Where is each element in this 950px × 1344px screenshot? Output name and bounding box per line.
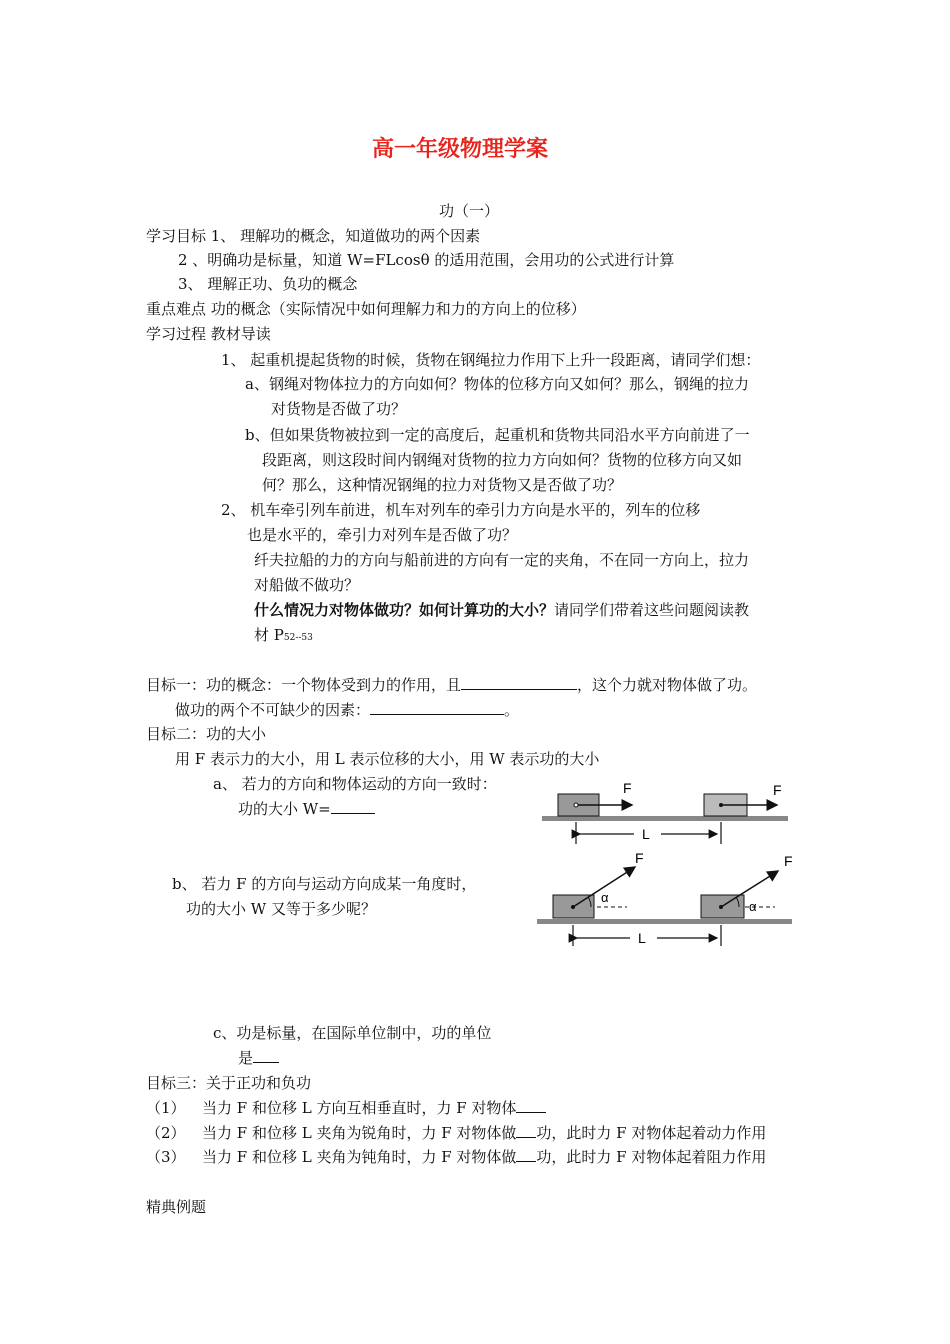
- key-point: 重点难点 功的概念（实际情况中如何理解力和力的方向上的位移）: [146, 300, 586, 318]
- goal3-item-2-text: 当力 F 和位移 L 夹角为锐角时，力 F 对物体做: [202, 1124, 517, 1142]
- force-label-2: F: [773, 782, 782, 798]
- q2-question: [254, 599, 749, 621]
- goal1-factors-end: 。: [504, 701, 520, 719]
- goal1-blank[interactable]: [461, 675, 577, 690]
- goal2-a-formula: 功的大小 W=: [238, 800, 331, 818]
- force-label-1: F: [623, 780, 632, 796]
- angled-force-label-1: F: [635, 850, 644, 866]
- goal3-item-3-text: 当力 F 和位移 L 夹角为钝角时，力 F 对物体做: [202, 1148, 517, 1166]
- examples-header: 精典例题: [146, 1198, 207, 1216]
- goal3-item-3-num: （3）: [146, 1148, 186, 1166]
- goal3-item-1-num: （1）: [146, 1099, 186, 1117]
- q2-bold-question: 什么情况力对物体做功？如何计算功的大小？: [254, 601, 555, 619]
- q2-textbook: 材 P: [254, 626, 284, 644]
- goal2-b-line1: b、 若力 F 的方向与运动方向成某一角度时，: [172, 875, 477, 893]
- q1-intro: 1、 起重机提起货物的时候，货物在钢绳拉力作用下上升一段距离，请同学们想：: [221, 351, 761, 369]
- unit-blank[interactable]: [253, 1048, 279, 1063]
- goal3-item-3-line: [202, 1146, 766, 1168]
- angled-force-label-2: F: [784, 853, 793, 869]
- goal3-item-3: [146, 1146, 767, 1168]
- ground-surface: [542, 816, 788, 821]
- q1-b-line3: 何？那么，这种情况钢绳的拉力对货物又是否做了功？: [262, 476, 623, 494]
- goal2-intro: 用 F 表示力的大小，用 L 表示位移的大小，用 W 表示功的大小: [175, 750, 600, 768]
- goal3-item-1-line: [202, 1097, 546, 1119]
- q2-page-range: 52--53: [283, 633, 313, 643]
- q2-line3: 纤夫拉船的力的方向与船前进的方向有一定的夹角，不在同一方向上，拉力: [254, 551, 750, 569]
- acute-blank[interactable]: [516, 1123, 536, 1138]
- goal1-factors: 做功的两个不可缺少的因素：: [175, 701, 371, 719]
- objective-1: 学习目标 1、 理解功的概念，知道做功的两个因素: [146, 227, 481, 245]
- q2-line5-rest: 请同学们带着这些问题阅读教: [554, 601, 750, 619]
- goal3-item-2-num: （2）: [146, 1124, 186, 1142]
- page-title: 高一年级物理学案: [372, 137, 549, 162]
- goal1-line: [146, 674, 757, 696]
- q2-line2: 也是水平的，牵引力对列车是否做了功？: [247, 526, 518, 544]
- q2-line6: [254, 624, 313, 649]
- perpendicular-blank[interactable]: [516, 1098, 546, 1113]
- process-header: 学习过程 教材导读: [146, 325, 271, 343]
- q1-b-line1: b、但如果货物被拉到一定的高度后，起重机和货物共同沿水平方向前进了一: [245, 426, 750, 444]
- goal3-item-1: [146, 1097, 517, 1119]
- angle-label-1: α: [601, 890, 609, 905]
- objective-2: 2 、明确功是标量，知道 W=FLcosθ 的适用范围，会用功的公式进行计算: [178, 251, 675, 269]
- goal1-factors-line: [175, 699, 519, 721]
- goal2-c-line1: c、功是标量，在国际单位制中，功的单位: [213, 1024, 492, 1042]
- figure-force-parallel: [535, 775, 790, 845]
- goal2-c-text: 是: [238, 1049, 254, 1067]
- objective-3: 3、 理解正功、负功的概念: [178, 275, 358, 293]
- q2-line4: 对船做不做功？: [254, 576, 360, 594]
- goal3-item-3-tail: 功，此时力 F 对物体起着阻力作用: [536, 1148, 767, 1166]
- goal1-text-b: ，这个力就对物体做了功。: [577, 676, 758, 694]
- goal2-b-line2: 功的大小 W 又等于多少呢？: [186, 900, 376, 918]
- goal1-text-a: 目标一：功的概念：一个物体受到力的作用，且: [146, 676, 462, 694]
- goal3-header: 目标三：关于正功和负功: [146, 1074, 312, 1092]
- block-start-point: [574, 803, 578, 807]
- goal3-item-2-line: [202, 1122, 766, 1144]
- disp-label: L: [642, 826, 650, 842]
- ground-surface-2: [537, 919, 792, 924]
- goal2-c-line2: [238, 1047, 279, 1069]
- goal2-a-line1: a、 若力的方向和物体运动的方向一致时：: [213, 775, 497, 793]
- q2-line1: 2、 机车牵引列车前进，机车对列车的牵引力方向是水平的，列车的位移: [221, 501, 701, 519]
- page-subtitle: 功（一）: [439, 202, 500, 220]
- work-formula-blank[interactable]: [331, 799, 375, 814]
- figure-force-angle: [535, 850, 795, 950]
- q1-a-line2: 对货物是否做了功？: [271, 400, 407, 418]
- factors-blank[interactable]: [370, 700, 504, 715]
- angle-label-2: α: [749, 899, 757, 914]
- obtuse-blank[interactable]: [516, 1147, 536, 1162]
- goal3-item-1-text: 当力 F 和位移 L 方向互相垂直时，力 F 对物体: [202, 1099, 517, 1117]
- goal3-item-2-tail: 功，此时力 F 对物体起着动力作用: [536, 1124, 767, 1142]
- q1-b-line2: 段距离，则这段时间内钢绳对货物的拉力方向如何？货物的位移方向又如: [262, 451, 743, 469]
- goal3-item-2: [146, 1122, 767, 1144]
- disp-label-2: L: [638, 930, 646, 946]
- goal2-header: 目标二：功的大小: [146, 725, 267, 743]
- goal2-a-line2: [238, 798, 375, 820]
- q1-a-line1: a、钢绳对物体拉力的方向如何？物体的位移方向又如何？那么，钢绳的拉力: [245, 375, 749, 393]
